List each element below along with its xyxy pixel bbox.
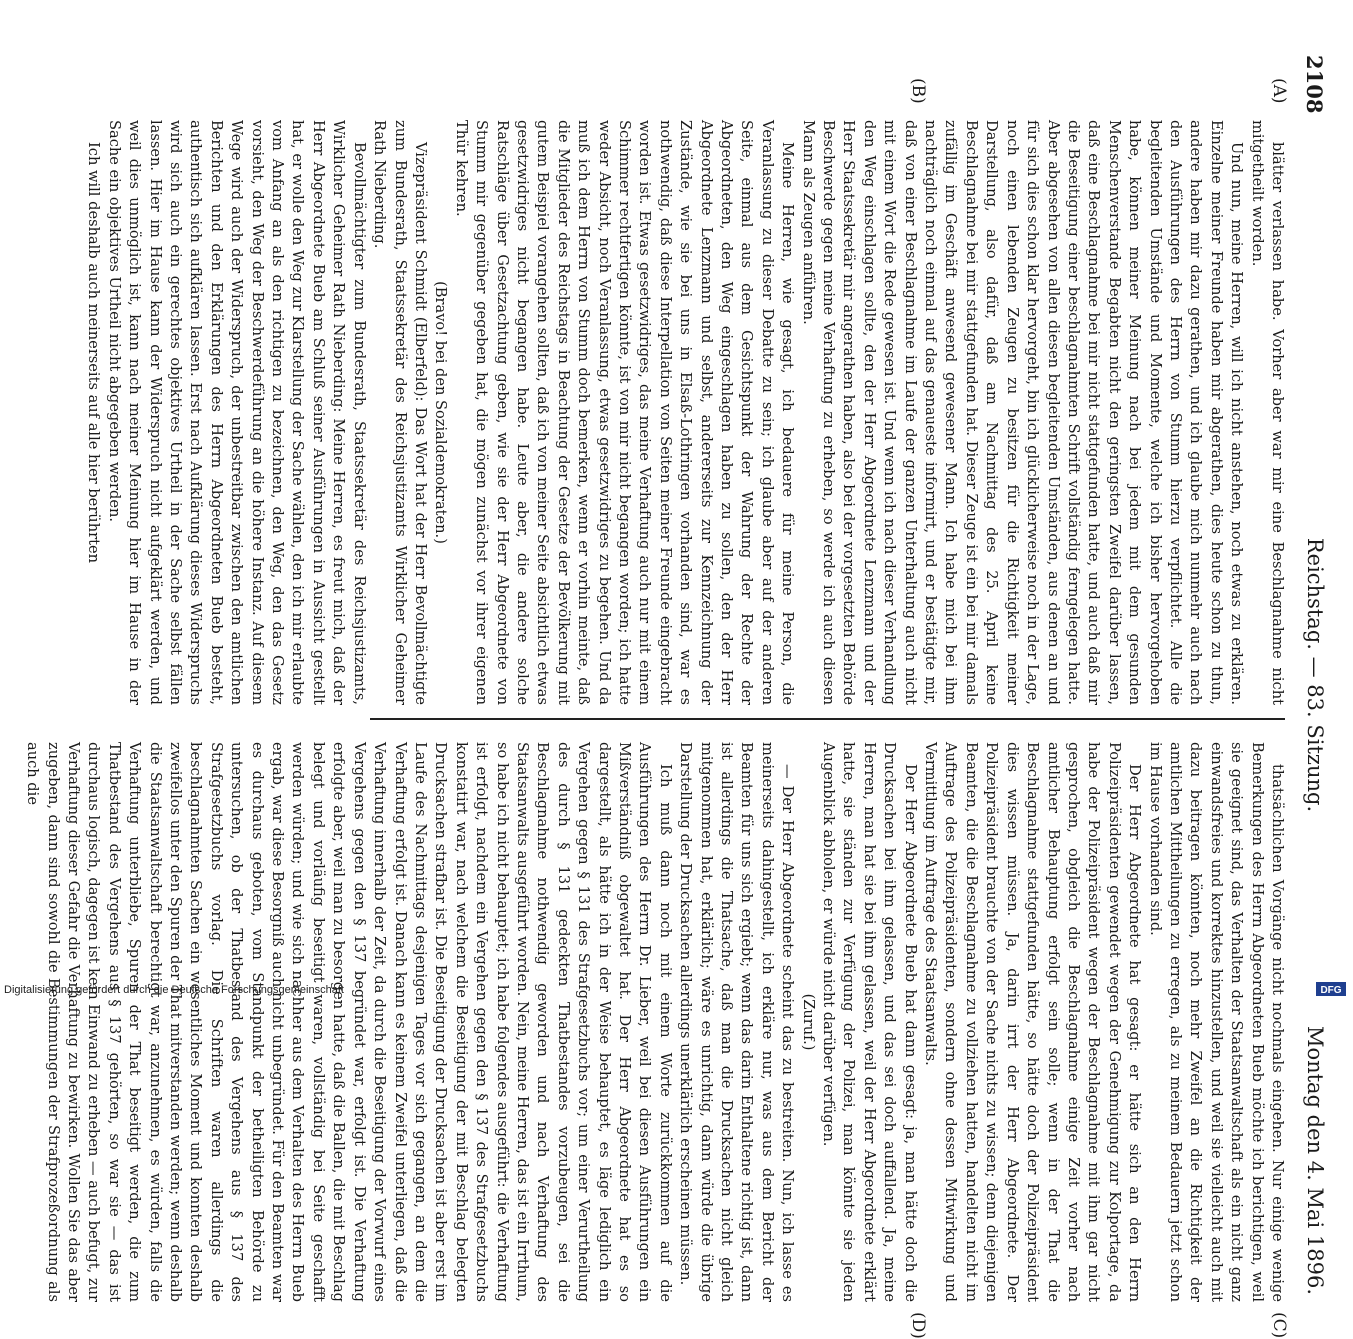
paragraph: Bevollmächtigter zum Bundesrath, Staatssekretär des Reichsjustizamts, Wirklicher Geheimer Rath Nieberding: Meine Herren, es freut mich, daß der Herr Abgeordnete Bueb am Schluß seiner Ausführungen in Aussicht gestellt hat, er wolle den Weg zur Klarstellung der Sache wählen, den ich mir erlaubte vom Anfang an als den richtigen zu bezeichnen, den Weg, den das Gesetz vorsieht, den Weg der Beschwerdeführung an die höhere Instanz. Auf diesem Wege wird auch der Widerspruch, der unbestreitbar zwischen den amtlichen Berichten und den Erklärungen des Herrn Abgeordneten Bueb besteht, authentisch sich aufklären lassen. Erst nach Aufklärung dieses Widerspruchs wird sich auch ein gerechtes objektives Urtheil in der Sache selbst fällen lassen. Hier im Hause kann der Widerspruch nicht aufgeklärt werden, und weil dies unmöglich ist, kann nach meiner Meinung hier im Hause in der Sache ein objektives Urtheil nicht abgegeben werden.: [105, 120, 368, 705]
margin-mark-d: (D): [908, 1312, 928, 1339]
session-title: Reichstag. — 83. Sitzung.: [1303, 537, 1327, 813]
paragraph: blätter verlassen habe. Vorher aber war mir eine Beschlagnahme nicht mitgetheilt worden.: [1248, 120, 1286, 705]
paragraph: Der Herr Abgeordnete hat gesagt: er hätte sich an den Herrn Polizeipräsidenten gewendet wegen der Genehmigung zur Kolportage, da habe der Polizeipräsident wegen der Beschlagnahme mit ihm gar nicht gesprochen, obgleich die Beschlagnahme einige Zeit vorher nach amtlicher Behauptung erfolgt sein solle; wenn in der That die Beschlagnahme stattgefunden hätte, so hätte doch der Polizeipräsident dies wissen müssen. Ja, darin irrt der Herr Abgeordnete. Der Polizeipräsident brauchte von der Sache nichts zu wissen; denn diejenigen Beamten, die die Beschlagnahme zu vollziehen hatten, handelten nicht im Auftrage des Polizeipräsidenten, sondern ohne dessen Mitwirkung und Vermittlung im Auftrage des Staatsanwalts.: [922, 742, 1144, 1302]
paragraph: Und nun, meine Herren, will ich nicht anstehen, noch etwas zu erklären. Einzelne meiner Freunde haben mir abgerathen, dies heute schon zu thun, andere haben mir dazu gerathen, und ich glaube mich nunmehr auch nach den Ausführungen des Herrn von Stumm hierzu verpflichtet. Alle die begleitenden Umstände und Momente, welche ich bisher hervorgehoben habe, können meiner Meinung nach bei jedem mit dem gesunden Menschenverstande Begabten nicht den geringsten Zweifel darüber lassen, daß eine Beschlagnahme bei mir nicht stattgefunden hatte, und auch daß mir die Beseitigung einer beschlagnahmten Schrift vollständig ferngelegen hatte. Aber abgesehen von allen diesen begleitenden Umständen, aus denen an und für sich dies schon klar hervorgeht, bin ich glücklicherweise noch in der Lage, noch einen lebenden Zeugen zu besitzen für die Richtigkeit meiner Darstellung, also dafür, daß am Nachmittag des 25. April keine Beschlagnahme bei mir stattgefunden hat. Dieser Zeuge ist ein bei mir damals zufällig im Geschäft anwesend gewesener Mann. Ich habe mich bei ihm nachträglich noch einmal auf das genaueste informirt, und er bestätigte mir, daß von einer Beschlagnahme im Laufe der ganzen Unterhaltung auch nicht mit einem Wort die Rede gewesen ist. Und wenn ich nach dieser Verhandlung den Weg einschlagen sollte, den der Herr Abgeordnete Lenzmann und der Herr Staatssekretär mir angerathen haben, also bei der vorgesetzten Behörde Beschwerde gegen meine Verhaftung zu erheben, so werde ich auch diesen Mann als Zeugen anführen.: [799, 120, 1246, 705]
footer-svg: [0, 980, 1353, 998]
margin-mark-a: (A): [1269, 78, 1289, 104]
paragraph: Der Herr Abgeordnete Bueb hat dann gesagt: ja, man hätte doch die Drucksachen bei ihm gelassen, und das sei doch auffallend. Ja, meine Herren, man hat sie bei ihm gelassen, weil der Herr Abgeordnete erklärt hatte, sie ständen zur Verfügung der Polizei, man könnte sie jeden Augenblick abholen, er würde nicht darüber verfügen.: [820, 742, 919, 1302]
interjection: (Zuruf.): [799, 993, 817, 1051]
footer: [0, 980, 1353, 998]
paragraph: Ich muß dann noch mit einem Worte zurückkommen auf die Ausführungen des Herrn Dr. Lieber, weil bei diesen Ausführungen ein Mißverständniß obgewaltet hat. Der Herr Abgeordnete hat es so dargestellt, als hätte ich in der Weise behauptet, es läge lediglich ein Vergehen gegen § 131 des Strafgesetzbuchs vor; um einer Verurtheilung des durch § 131 gedeckten Thatbestandes vorzubeugen, sei die Beschlagnahme nothwendig geworden und nach Verhaftung des Staatsanwalts ausgeführt worden. Nein, meine Herren, das ist ein Irrthum, so habe ich nicht behauptet; ich habe folgendes ausgeführt: die Verhaftung ist erfolgt, nachdem ein Vergehen gegen den § 137 des Strafgesetzbuchs konstatirt war, nach welchem die Beseitigung der mit Beschlag belegten Drucksachen strafbar ist. Die Beseitigung der Drucksachen ist aber erst im Laufe des Nachmittags desjenigen Tages vor sich gegangen, an dem die Verhaftung erfolgt ist. Danach kann es keinem Zweifel unterliegen, daß die Verhaftung innerhalb der Zeit, da durch die Beseitigung der Vorwurf eines Vergehens gegen den § 137 begründet war, erfolgt ist. Die Verhaftung erfolgte aber, weil man zu besorgen hatte, daß die Ballen, die mit Beschlag belegt und vorläufig beseitigt waren, vollständig bei Seite geschafft werden würden; und wie sich nachher aus dem Verhalten des Herrn Bueb ergab, war diese Besorgniß auch nicht unbegründet. Für den Beamten war es durchaus geboten, vom Standpunkt der betheiligten Behörde zu untersuchen, ob der Thatbestand des Vergehens aus § 137 des Strafgesetzbuchs vorlag. Die Schriften waren allerdings die beschlagnahmten Sachen ein wesentliches Moment und konnten deshalb zweifellos unter den Spuren der That mitverstanden werden; wenn deshalb die Staatsanwaltschaft berechtigt war, anzunehmen, es würden, falls die Verhaftung unterbliebe, Spuren der That beseitigt werden, die zum Thatbestand des Vergehens aus § 137 gehörten, so war sie — das ist durchaus logisch, dagegen ist kein Einwand zu erheben — auch befugt, zur Verhaftung dieser Gefahr die Verhaftung zu bewirken. Wollen Sie das aber zugeben, dann sind sowohl die Bestimmungen der Strafprozeßordnung als auch die: [24, 742, 674, 1302]
interjection: (Bravo! bei den Sozialdemokraten.): [432, 281, 450, 544]
page-number: 2108: [1302, 55, 1327, 114]
margin-mark-b: (B): [908, 78, 928, 104]
dfg-logo-text: DFG: [1320, 985, 1342, 996]
paragraph: — Der Herr Abgeordnete scheint das zu bestreiten. Nun, ich lasse es meinerseits dahingestellt, ich erkläre nur, was aus dem Bericht der Beamten für uns sich ergiebt; wenn das darin Enthaltene richtig ist, dann ist allerdings die Thatsache, daß man die Drucksachen nicht gleich mitgenommen hat, erklärlich; wäre es unrichtig, dann würde die übrige Darstellung der Drucksachen allerdings unerklärlich erscheinen müssen.: [677, 742, 797, 1302]
column-divider: [370, 718, 1285, 720]
paragraph: Meine Herren, wie gesagt, ich bedauere für meine Person, die Veranlassung zu dieser Debatte zu sein; ich glaube aber auf der anderen Seite, einmal aus dem Gesichtspunkt der Wahrung der Rechte der Abgeordneten, den Weg eingeschlagen haben zu sollen, den der Herr Abgeordnete Lenzmann und selbst, andererseits zur Kennzeichnung der Zustände, wie sie bei uns in Elsaß-Lothringen vorhanden sind, war es nothwendig, daß diese Interpellation von Seiten meiner Freunde eingebracht worden ist. Etwas gesetzwidriges, das meine Verhaftung auch nur mit einem Schimmer rechtfertigen könnte, ist von mir nicht begangen worden; ich hatte weder Absicht, noch Veranlassung, etwas gesetzwidriges zu begehen. Und da muß ich dem Herrn von Stumm doch bemerken, wenn er vorhin meinte, daß die Mitglieder des Reichstags in Beachtung der Gesetze der Bevölkerung mit gutem Beispiel vorangehen sollten, daß ich von meiner Seite absichtlich etwas gesetzwidriges nicht begangen habe. Leute aber, die andere solche Ratschläge über Gesetzachtung geben, wie sie der Herr Abgeordnete von Stumm mir gegenüber gegeben hat, die mögen zunächst vor ihrer eigenen Thür kehren.: [452, 120, 797, 705]
funding-notice: Digitalisierung gefördert durch die Deutsche Forschungsgemeinschaft: [4, 984, 344, 996]
session-date: Montag den 4. Mai 1896.: [1303, 1025, 1327, 1295]
paragraph: Vizepräsident Schmidt (Elberfeld): Das Wort hat der Herr Bevollmächtigte zum Bundesrath, Staatssekretär des Reichsjustizamts Wirklicher Geheimer Rath Nieberding.: [371, 120, 429, 705]
margin-mark-c: (C): [1269, 1312, 1289, 1339]
paragraph: thatsächlichen Vorgänge nicht nochmals eingehen. Nur einige wenige Bemerkungen des Herrn Abgeordneten Bueb möchte ich berichtigen, weil sie geeignet sind, das Verhalten der Staatsanwaltschaft als ein nicht ganz einwandsfreies und korrektes hinzustellen, und weil sie vielleicht auch mit dazu beitragen könnten, noch mehr Zweifel an die Richtigkeit der amtlichen Mittheilungen zu erregen, als zu meinem Bedauern jetzt schon im Hause vorhanden sind.: [1146, 742, 1286, 1302]
page-header: [1293, 55, 1327, 1295]
paragraph: Ich will deshalb auch meinerseits auf alle hier berührten: [85, 142, 103, 563]
left-column: [85, 120, 1287, 705]
